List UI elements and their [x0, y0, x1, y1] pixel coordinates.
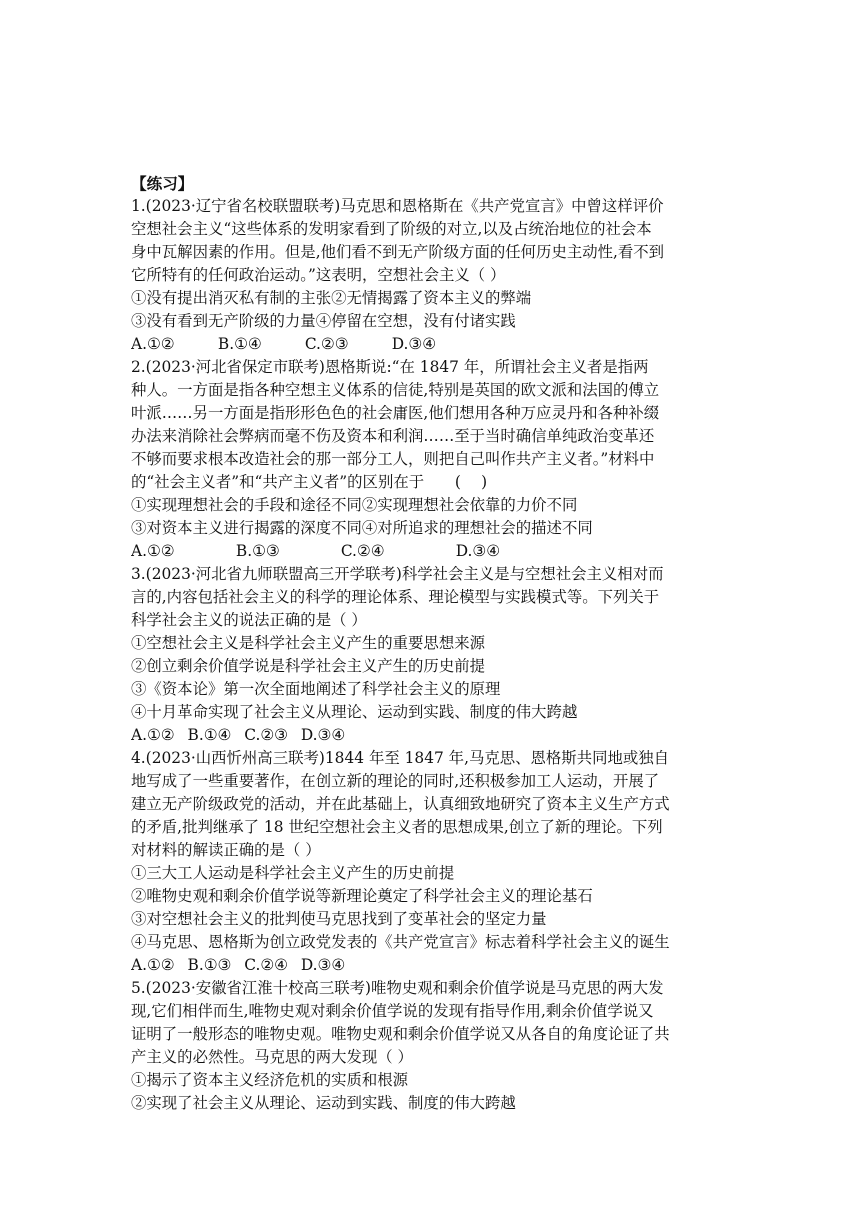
question-3 — [131, 563, 741, 747]
statement-line: ①没有提出消灭私有制的主张②无情揭露了资本主义的弊端 — [131, 289, 532, 307]
option-a: A.①② — [131, 956, 175, 974]
option-d: D.③④ — [391, 335, 436, 353]
answer-options — [131, 954, 741, 977]
statement-line: ①空想社会主义是科学社会主义产生的重要思想来源 — [131, 634, 485, 652]
question-text-line: 叶派……另一方面是指形形色色的社会庸医,他们想用各种万应灵丹和各种补缀 — [131, 404, 660, 422]
answer-options — [131, 333, 741, 356]
question-text-line: 不够而要求根本改造社会的那一部分工人，则把自己叫作共产主义者。”材料中 — [131, 450, 655, 468]
statement-line: ④十月革命实现了社会主义从理论、运动到实践、制度的伟大跨越 — [131, 703, 578, 721]
option-a: A.①② — [131, 542, 175, 560]
option-d: D.③④ — [455, 542, 500, 560]
question-text-line: 办法来消除社会弊病而毫不伤及资本和利润……至于当时确信单纯政治变革还 — [131, 427, 655, 445]
question-text-line: 言的,内容包括社会主义的科学的理论体系、理论模型与实践模式等。下列关于 — [131, 588, 660, 606]
statement-line: ②唯物史观和剩余价值学说等新理论奠定了科学社会主义的理论基石 — [131, 887, 593, 905]
question-text-line: 种人。一方面是指各种空想主义体系的信徒,特别是英国的欧文派和法国的傅立 — [131, 381, 660, 399]
question-5 — [131, 977, 741, 1115]
question-text-line: 身中瓦解因素的作用。但是,他们看不到无产阶级方面的任何历史主动性,看不到 — [131, 243, 665, 261]
question-2 — [131, 356, 741, 563]
question-text-line: 现,它们相伴而生,唯物史观对剩余价值学说的发现有指导作用,剩余价值学说又 — [131, 1002, 654, 1020]
question-text-line: 建立无产阶级政党的活动，并在此基础上，认真细致地研究了资本主义生产方式 — [131, 795, 670, 813]
statement-line: ③对空想社会主义的批判使马克思找到了变革社会的坚定力量 — [131, 910, 547, 928]
option-c: C.②④ — [340, 542, 385, 560]
statement-line: ②创立剩余价值学说是科学社会主义产生的历史前提 — [131, 657, 485, 675]
question-text-line: 产主义的必然性。马克思的两大发现（ ） — [131, 1048, 413, 1066]
statement-line: ③对资本主义进行揭露的深度不同④对所追求的理想社会的描述不同 — [131, 519, 593, 537]
question-text-line: 5.(2023·安徽省江淮十校高三联考)唯物史观和剩余价值学说是马克思的两大发 — [131, 979, 664, 997]
question-text-line: 对材料的解读正确的是（ ） — [131, 841, 321, 859]
option-a: A.①② — [131, 335, 175, 353]
question-text-line: 4.(2023·山西忻州高三联考)1844 年至 1847 年,马克思、恩格斯共同地或独自 — [131, 749, 670, 767]
option-c: C.②③ — [304, 335, 349, 353]
question-text-line: 的矛盾,批判继承了 18 世纪空想社会主义者的思想成果,创立了新的理论。下列 — [131, 818, 663, 836]
statement-line: ④马克思、恩格斯为创立政党发表的《共产党宣言》标志着科学社会主义的诞生 — [131, 933, 670, 951]
exercise-page — [131, 172, 741, 1115]
question-text-line: 地写成了一些重要著作，在创立新的理论的同时,还积极参加工人运动，开展了 — [131, 772, 660, 790]
option-c: C.②③ — [244, 726, 288, 744]
statement-line: ①实现理想社会的手段和途径不同②实现理想社会依靠的力价不同 — [131, 496, 578, 514]
question-text-line: 2.(2023·河北省保定市联考)恩格斯说:“在 1847 年，所谓社会主义者是指两 — [131, 358, 649, 376]
statement-line: ③《资本论》第一次全面地阐述了科学社会主义的原理 — [131, 680, 501, 698]
option-b: B.①④ — [187, 726, 232, 744]
statement-line: ②实现了社会主义从理论、运动到实践、制度的伟大跨越 — [131, 1094, 516, 1112]
question-text-line: 它所特有的任何政治运动。”这表明，空想社会主义（ ） — [131, 266, 506, 284]
option-b: B.①③ — [187, 956, 232, 974]
statement-line: ①三大工人运动是科学社会主义产生的历史前提 — [131, 864, 455, 882]
statement-line: ①揭示了资本主义经济危机的实质和根源 — [131, 1071, 409, 1089]
option-c: C.②④ — [244, 956, 288, 974]
option-d: D.③④ — [300, 956, 346, 974]
question-text-line: 的“社会主义者”和“共产主义者”的区别在于 ( ) — [131, 473, 488, 491]
answer-options — [131, 540, 741, 563]
question-4 — [131, 747, 741, 977]
option-b: B.①③ — [235, 542, 280, 560]
option-a: A.①② — [131, 726, 175, 744]
option-b: B.①④ — [217, 335, 262, 353]
question-text-line: 3.(2023·河北省九师联盟高三开学联考)科学社会主义是与空想社会主义相对而 — [131, 565, 664, 583]
question-1 — [131, 195, 741, 356]
section-title: 【练习】 — [131, 174, 194, 193]
statement-line: ③没有看到无产阶级的力量④停留在空想，没有付诸实践 — [131, 312, 516, 330]
question-text-line: 空想社会主义“这些体系的发明家看到了阶级的对立,以及占统治地位的社会本 — [131, 220, 652, 238]
option-d: D.③④ — [300, 726, 346, 744]
question-text-line: 1.(2023·辽宁省名校联盟联考)马克思和恩格斯在《共产党宣言》中曾这样评价 — [131, 197, 664, 215]
answer-options — [131, 724, 741, 747]
question-text-line: 科学社会主义的说法正确的是（ ） — [131, 611, 367, 629]
question-text-line: 证明了一般形态的唯物史观。唯物史观和剩余价值学说又从各自的角度论证了共 — [131, 1025, 670, 1043]
